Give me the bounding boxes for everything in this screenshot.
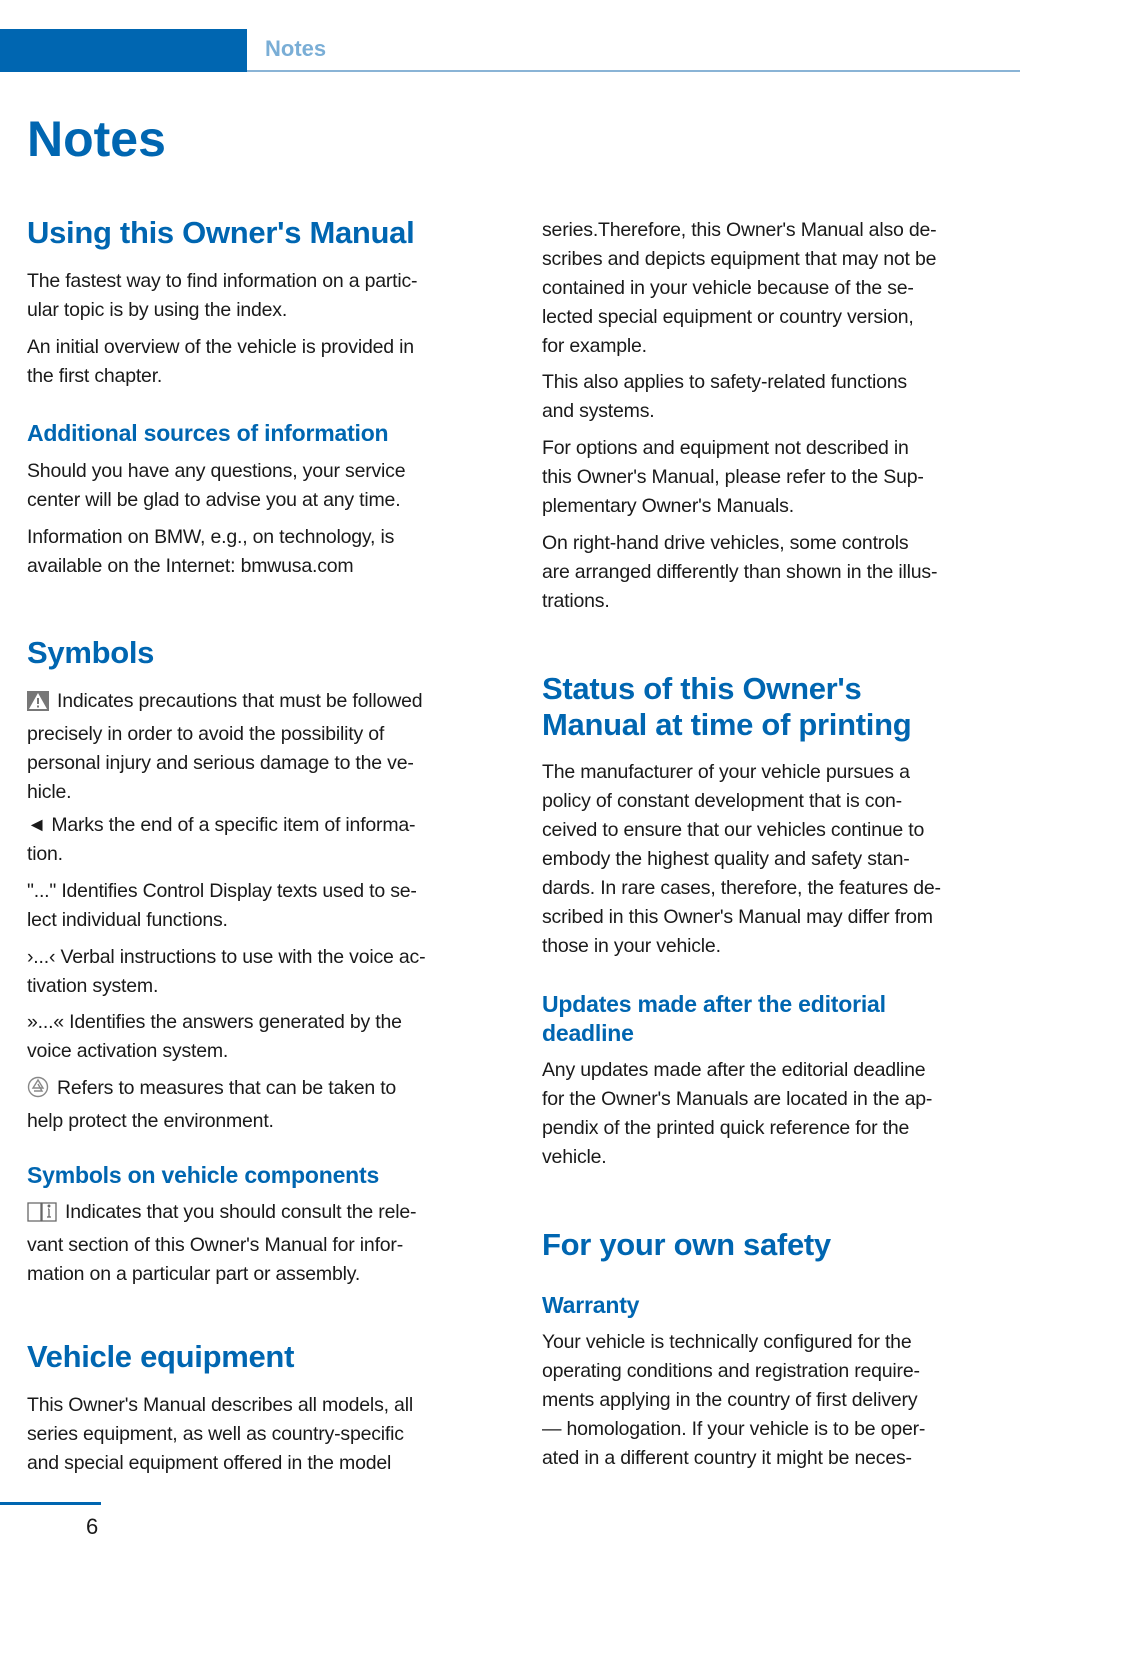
text-line: [542, 707, 1022, 743]
paragraph: [27, 523, 507, 581]
text-line-content: This Owner's Manual describes all models, all: [27, 1394, 413, 1416]
text-line: [27, 457, 507, 486]
header-rule: [247, 70, 1020, 72]
text-line: [542, 463, 1022, 492]
heading-symbols-components: Symbols on vehicle components: [27, 1162, 380, 1188]
text-line-content: vant section of this Owner's Manual for infor-: [27, 1234, 404, 1256]
text-line-content: plementary Owner's Manuals.: [542, 495, 794, 517]
text-line-content: available on the Internet: bmwusa.com: [27, 555, 354, 577]
text-line-content: Should you have any questions, your service: [27, 460, 406, 482]
text-line: [27, 877, 507, 906]
text-line: [542, 492, 1022, 521]
paragraph-warning-symbol: [27, 687, 507, 807]
header-color-bar: [0, 29, 247, 72]
text-line-content: ceived to ensure that our vehicles continue to: [542, 819, 925, 841]
paragraph: [542, 1328, 1022, 1473]
heading-symbols: Symbols: [27, 635, 155, 670]
text-line: [27, 943, 507, 972]
text-line-content: personal injury and serious damage to the ve-: [27, 752, 414, 774]
text-line-content: pendix of the printed quick reference for the: [542, 1117, 910, 1139]
text-line: [542, 758, 1022, 787]
text-line-content: vehicle.: [542, 1146, 607, 1168]
text-line: [542, 671, 1022, 707]
text-line-content: and special equipment offered in the model: [27, 1452, 392, 1474]
text-line: [27, 1008, 507, 1037]
text-line-content: »...« Identifies the answers generated by the: [27, 1011, 402, 1033]
text-line: [27, 1107, 507, 1136]
page-title: Notes: [27, 111, 166, 167]
text-line: [27, 720, 507, 749]
text-line: [27, 840, 507, 869]
text-line: [542, 990, 1022, 1019]
text-line: [27, 1198, 507, 1231]
text-line: [542, 368, 1022, 397]
text-line: [542, 303, 1022, 332]
text-line-content: The manufacturer of your vehicle pursues a: [542, 761, 910, 783]
text-line: [542, 1056, 1022, 1085]
text-line-content: series equipment, as well as country-specific: [27, 1423, 404, 1445]
paragraph-book-symbol: [27, 1198, 507, 1289]
text-line-content: operating conditions and registration require-: [542, 1360, 920, 1382]
text-line-content: voice activation system.: [27, 1040, 229, 1062]
page-number: 6: [86, 1514, 99, 1539]
text-line-content: help protect the environment.: [27, 1110, 274, 1132]
text-line: [542, 1386, 1022, 1415]
text-line-content: scribed in this Owner's Manual may differ from: [542, 906, 933, 928]
text-line: [542, 845, 1022, 874]
text-line: [542, 1085, 1022, 1114]
text-line: [542, 245, 1022, 274]
text-line: [27, 1420, 507, 1449]
text-line-content: Status of this Owner's: [542, 671, 862, 706]
text-line: [27, 1037, 507, 1066]
text-line-content: The fastest way to find information on a partic-: [27, 270, 418, 292]
recycling-icon: [27, 1076, 49, 1107]
paragraph: [27, 943, 507, 1001]
paragraph: [542, 216, 1022, 361]
text-line-content: and systems.: [542, 400, 655, 422]
text-line: [27, 486, 507, 515]
paragraph: [27, 1008, 507, 1066]
text-line: [27, 749, 507, 778]
text-line-content: ›...‹ Verbal instructions to use with the voice ac-: [27, 946, 426, 968]
text-line-content: series.Therefore, this Owner's Manual also de-: [542, 219, 937, 241]
text-line-content: Updates made after the editorial: [542, 991, 886, 1017]
header-section-label: Notes: [265, 36, 327, 61]
text-line: [27, 778, 507, 807]
text-line-content: embody the highest quality and safety stan-: [542, 848, 910, 870]
text-line: [542, 529, 1022, 558]
paragraph: [542, 1056, 1022, 1172]
text-line-content: center will be glad to advise you at any time.: [27, 489, 401, 511]
text-line-content: Information on BMW, e.g., on technology, is: [27, 526, 395, 548]
heading-warranty: Warranty: [542, 1292, 640, 1318]
text-line-content: policy of constant development that is con-: [542, 790, 902, 812]
text-line: [542, 932, 1022, 961]
text-line-content: An initial overview of the vehicle is provided in: [27, 336, 414, 358]
text-line: [542, 1114, 1022, 1143]
text-line: [542, 1328, 1022, 1357]
text-line: [27, 296, 507, 325]
heading-vehicle-equipment: Vehicle equipment: [27, 1339, 295, 1374]
text-line: [542, 1143, 1022, 1172]
text-line-content: — homologation. If your vehicle is to be oper-: [542, 1418, 926, 1440]
text-line: [542, 1019, 1022, 1048]
paragraph: [27, 811, 507, 869]
text-line-content: the first chapter.: [27, 365, 163, 387]
text-line-content: Manual at time of printing: [542, 707, 912, 742]
text-line-content: for example.: [542, 335, 647, 357]
text-line-content: for the Owner's Manuals are located in the ap-: [542, 1088, 933, 1110]
paragraph: [27, 267, 507, 325]
text-line-content: tion.: [27, 843, 63, 865]
text-line: [542, 274, 1022, 303]
text-line: [542, 1357, 1022, 1386]
text-line-content: For options and equipment not described in: [542, 437, 909, 459]
text-line-content: ◄ Marks the end of a specific item of informa-: [27, 814, 416, 836]
text-line-content: are arranged differently than shown in the illus-: [542, 561, 938, 583]
paragraph: [27, 877, 507, 935]
paragraph: [542, 434, 1022, 521]
paragraph: [27, 333, 507, 391]
text-line: [542, 903, 1022, 932]
footer-rule: [0, 1502, 101, 1505]
text-line: [542, 558, 1022, 587]
text-line: [27, 1074, 507, 1107]
text-line-content: this Owner's Manual, please refer to the Sup-: [542, 466, 924, 488]
text-line-content: Indicates that you should consult the rele-: [65, 1201, 417, 1223]
text-line-content: This also applies to safety-related functions: [542, 371, 907, 393]
text-line: [27, 1391, 507, 1420]
heading-additional-sources: Additional sources of information: [27, 420, 389, 446]
text-line: [542, 216, 1022, 245]
text-line-content: scribes and depicts equipment that may not be: [542, 248, 937, 270]
text-line: [27, 1260, 507, 1289]
text-line-content: "..." Identifies Control Display texts used to se-: [27, 880, 417, 902]
text-line: [27, 906, 507, 935]
heading-using-manual: Using this Owner's Manual: [27, 215, 415, 250]
heading-updates: [542, 990, 1022, 1048]
text-line: [542, 1444, 1022, 1473]
text-line: [27, 552, 507, 581]
text-line-content: those in your vehicle.: [542, 935, 721, 957]
heading-own-safety: For your own safety: [542, 1227, 831, 1262]
text-line-content: ated in a different country it might be neces-: [542, 1447, 912, 1469]
text-line-content: mation on a particular part or assembly.: [27, 1263, 361, 1285]
text-line: [542, 787, 1022, 816]
text-line-content: ular topic is by using the index.: [27, 299, 288, 321]
text-line: [27, 972, 507, 1001]
paragraph-environment-symbol: [27, 1074, 507, 1136]
text-line: [542, 434, 1022, 463]
paragraph: [542, 758, 1022, 961]
text-line: [542, 874, 1022, 903]
text-line: [542, 332, 1022, 361]
text-line: [542, 587, 1022, 616]
text-line: [27, 1449, 507, 1478]
text-line-content: trations.: [542, 590, 610, 612]
text-line-content: tivation system.: [27, 975, 159, 997]
text-line-content: Any updates made after the editorial deadline: [542, 1059, 926, 1081]
text-line-content: precisely in order to avoid the possibility of: [27, 723, 385, 745]
text-line-content: hicle.: [27, 781, 72, 803]
text-line: [27, 687, 507, 720]
text-line-content: deadline: [542, 1020, 634, 1046]
text-line-content: Your vehicle is technically configured for the: [542, 1331, 912, 1353]
text-line-content: ments applying in the country of first delivery: [542, 1389, 918, 1411]
text-line: [27, 333, 507, 362]
paragraph: [542, 368, 1022, 426]
text-line-content: lected special equipment or country version,: [542, 306, 914, 328]
heading-status: [542, 671, 1022, 743]
text-line: [27, 267, 507, 296]
text-line: [27, 523, 507, 552]
text-line: [27, 1231, 507, 1260]
paragraph: [27, 457, 507, 515]
paragraph: [27, 1391, 507, 1478]
text-line: [27, 811, 507, 840]
text-line-content: dards. In rare cases, therefore, the features de-: [542, 877, 941, 899]
text-line: [542, 816, 1022, 845]
text-line-content: On right-hand drive vehicles, some controls: [542, 532, 909, 554]
text-line: [542, 397, 1022, 426]
book-info-icon: [27, 1200, 57, 1231]
text-line-content: Indicates precautions that must be followed: [57, 690, 423, 712]
text-line: [542, 1415, 1022, 1444]
text-line: [27, 362, 507, 391]
text-line-content: Refers to measures that can be taken to: [57, 1077, 397, 1099]
text-line-content: lect individual functions.: [27, 909, 228, 931]
text-line-content: contained in your vehicle because of the se-: [542, 277, 914, 299]
warning-triangle-icon: [27, 691, 49, 720]
paragraph: [542, 529, 1022, 616]
